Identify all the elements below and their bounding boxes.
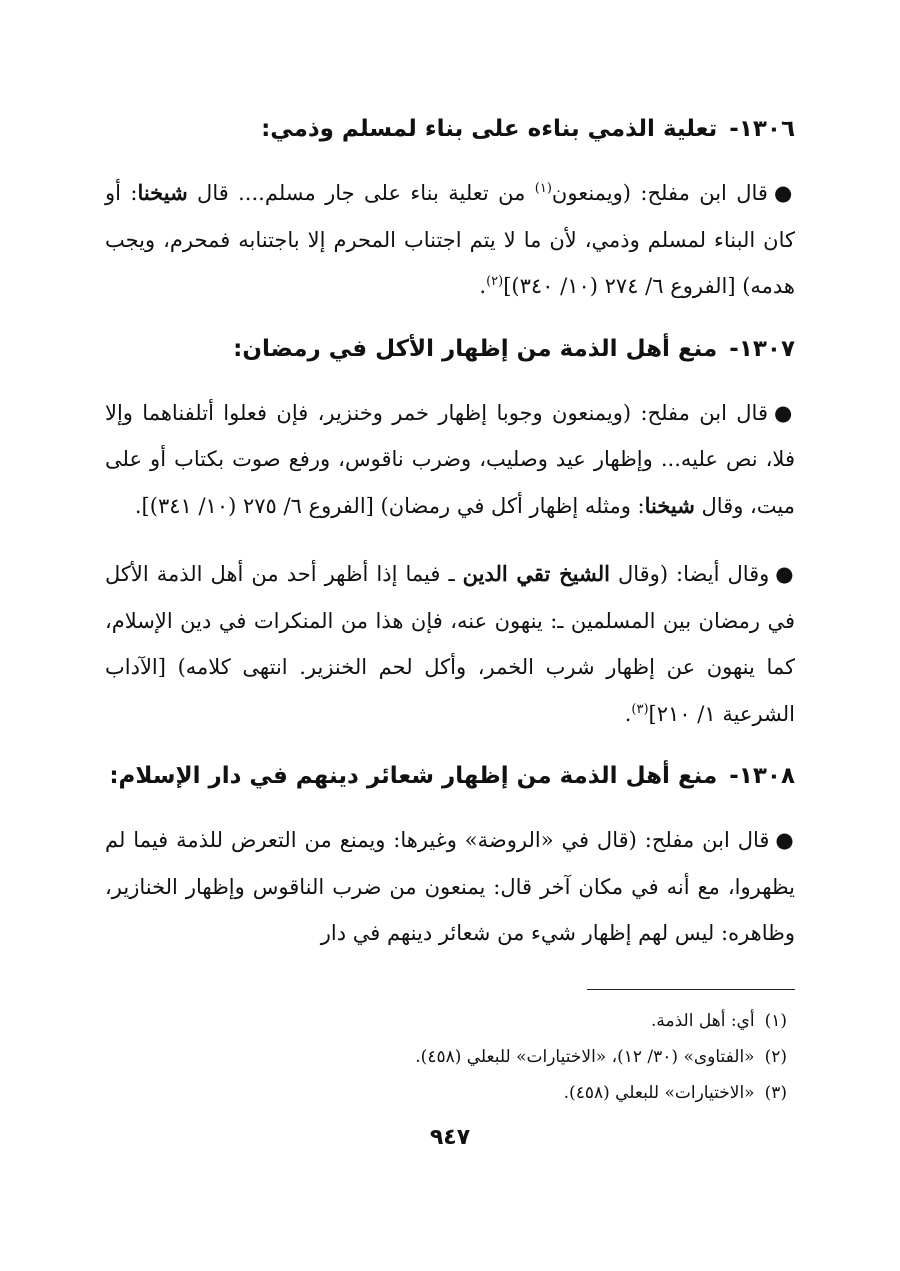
bold-reference: شيخنا <box>137 180 188 205</box>
section-number: ١٣٠٨- <box>729 763 795 789</box>
text-run: ـ فيما إذا أظهر أحد من أهل الذمة الأكل في رمضان بين المسلمين ـ: ينهون عنه، فإن هذا من المنكرات في دين الإسلام، كما ينهون عن إظهار شرب الخمر، وأكل لحم الخنزير. انتهى كلامه) [الآداب الشرعية ١/ ٢١٠] <box>105 562 795 726</box>
section-title: تعلية الذمي بناءه على بناء لمسلم وذمي: <box>261 116 718 142</box>
text-run: . <box>479 274 487 298</box>
text-run: قال ابن مفلح: (قال في «الروضة» وغيرها: ويمنع من التعرض للذمة فيما لم يظهروا، مع أنه في مكان آخر قال: يمنعون من ضرب الناقوس وإظهار الخنازير، وظاهره: ليس لهم إظهار شيء من شعائر دينهم في دار <box>105 828 795 945</box>
footnote-divider <box>587 989 795 990</box>
bold-reference: الشيخ تقي الدين <box>462 561 610 586</box>
footnote-marker: (١) <box>534 181 552 196</box>
footnote-number: (٢) <box>764 1047 787 1067</box>
paragraph <box>105 817 795 957</box>
footnotes <box>105 1003 795 1111</box>
text-run: وقال أيضا: (وقال <box>609 562 770 586</box>
footnote-marker: (٢) <box>486 274 504 289</box>
text-run: من تعلية بناء على جار مسلم.... قال <box>187 181 535 205</box>
text-run: : ومثله إظهار أكل في رمضان) [الفروع ٦/ ٢٧٥ (١٠/ ٣٤١)]. <box>134 493 645 518</box>
footnote <box>105 1003 795 1039</box>
page-body <box>105 112 795 979</box>
footnote <box>105 1075 795 1111</box>
text-run: : أو كان البناء لمسلم وذمي، لأن ما لا يتم اجتناب المحرم إلا باجتنابه فمحرم، ويجب هدمه) [الفروع ٦/ ٢٧٤ (١٠/ ٣٤٠)] <box>105 181 795 298</box>
footnote-marker: (٣) <box>631 701 649 717</box>
footnote <box>105 1039 795 1075</box>
footnote-text: «الاختيارات» للبعلي (٤٥٨). <box>563 1083 755 1103</box>
paragraph <box>105 551 795 737</box>
section-title: منع أهل الذمة من إظهار الأكل في رمضان: <box>233 335 718 362</box>
section-heading <box>105 759 795 793</box>
section-title: منع أهل الذمة من إظهار شعائر دينهم في دار الإسلام: <box>109 763 718 789</box>
bullet-icon: ● <box>775 562 795 586</box>
section-number: ١٣٠٧- <box>729 335 795 362</box>
page-number: ٩٤٧ <box>429 1125 471 1150</box>
bullet-icon: ● <box>775 828 795 852</box>
footnote-text: أي: أهل الذمة. <box>651 1011 755 1031</box>
footnote-number: (٣) <box>764 1083 787 1103</box>
text-run: . <box>624 701 632 726</box>
bullet-icon: ● <box>773 181 795 205</box>
text-run: قال ابن مفلح: (ويمنعون وجوبا إظهار خمر وخنزير، فإن فعلوا أتلفناهما وإلا فلا، نص عليه... وإظهار عيد وصليب، وضرب ناقوس، ورفع صوت بكتاب أو على ميت، وقال <box>105 400 795 518</box>
section-heading <box>105 112 795 146</box>
text-run: قال ابن مفلح: (ويمنعون <box>551 181 768 205</box>
footnote-text: «الفتاوى» (٣٠/ ١٢)، «الاختيارات» للبعلي (٤٥٨). <box>415 1047 755 1067</box>
paragraph <box>105 390 795 530</box>
bullet-icon: ● <box>774 400 796 425</box>
section-heading <box>105 332 795 366</box>
section-number: ١٣٠٦- <box>729 116 795 142</box>
footnote-number: (١) <box>764 1011 787 1031</box>
paragraph <box>105 170 795 310</box>
bold-reference: شيخنا <box>644 492 695 518</box>
